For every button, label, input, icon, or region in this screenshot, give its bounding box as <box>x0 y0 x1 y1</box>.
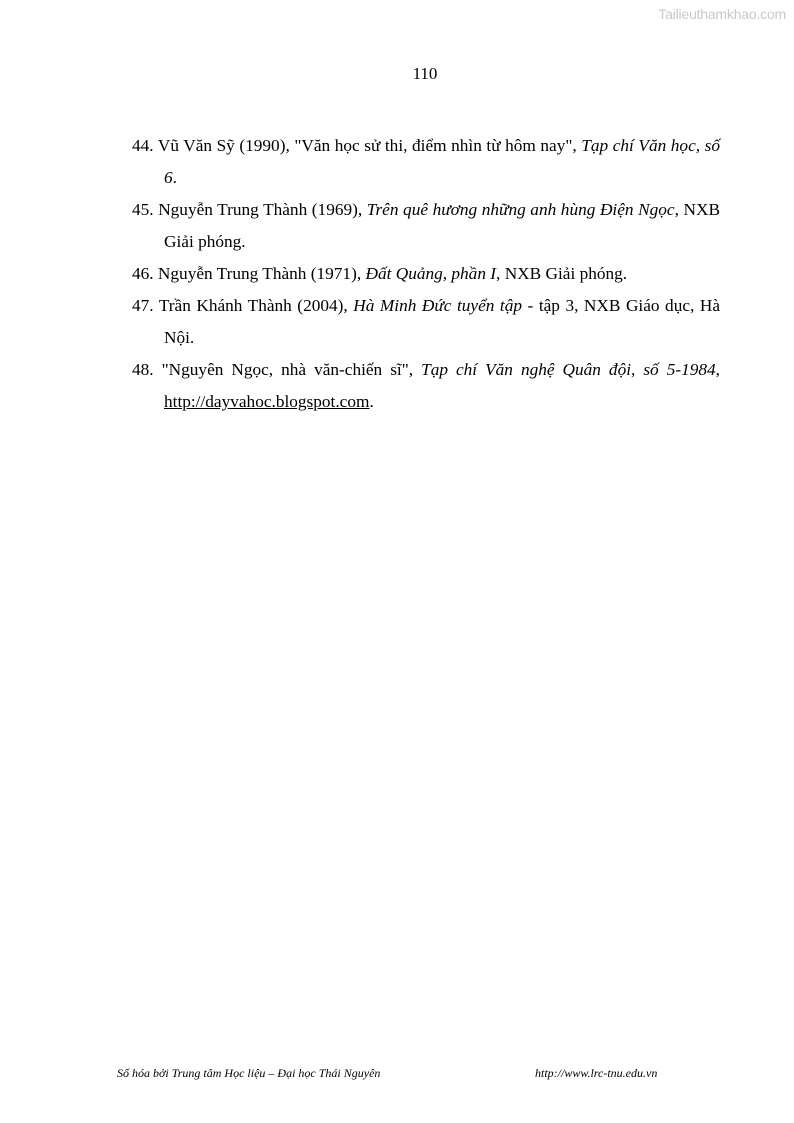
blog-link[interactable]: http://dayvahoc.blogspot.com <box>164 392 370 411</box>
footer-url[interactable]: http://www.lrc-tnu.edu.vn <box>535 1066 658 1080</box>
watermark: Tailieuthamkhao.com <box>658 6 786 22</box>
page-number: 110 <box>412 64 438 83</box>
reference-48: 48. "Nguyên Ngọc, nhà văn-chiến sĩ", Tạp chí Văn nghệ Quân đội, số 5-1984, http://dayvahoc.blogspot.com. <box>132 360 720 411</box>
reference-47: 47. Trần Khánh Thành (2004), Hà Minh Đức tuyển tập - tập 3, NXB Giáo dục, Hà Nội. <box>132 296 721 347</box>
reference-44: 44. Vũ Văn Sỹ (1990), "Văn học sử thi, điểm nhìn từ hôm nay", Tạp chí Văn học, số 6. <box>132 136 720 187</box>
reference-46: 46. Nguyễn Trung Thành (1971), Đất Quảng, phần I, NXB Giải phóng. <box>132 264 628 283</box>
reference-45: 45. Nguyễn Trung Thành (1969), Trên quê hương những anh hùng Điện Ngọc, NXB Giải phóng. <box>132 200 720 251</box>
reference-list <box>132 130 720 418</box>
footer-digitized-by: Số hóa bởi Trung tâm Học liệu – Đại học Thái Nguyên <box>117 1066 381 1080</box>
